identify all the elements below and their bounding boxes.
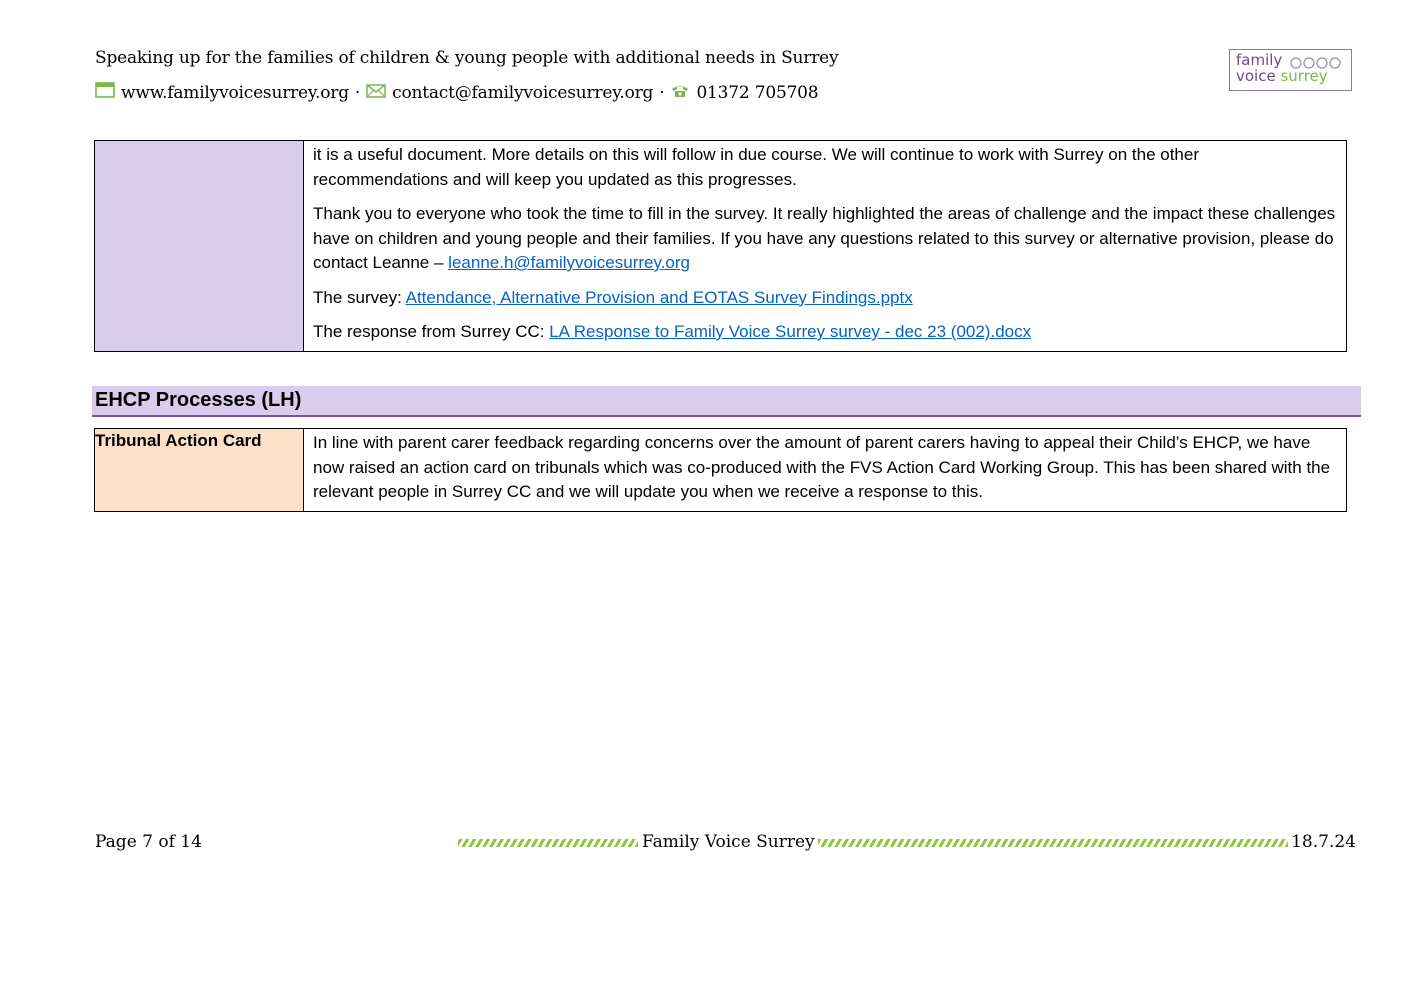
- header-tagline: Speaking up for the families of children & young people with additional needs in Surrey: [95, 48, 839, 68]
- footer-date: 18.7.24: [1291, 832, 1356, 852]
- footer-stripe-left: [458, 839, 638, 847]
- family-voice-surrey-logo: [1229, 49, 1352, 91]
- survey-paragraph-2-text: Thank you to everyone who took the time to fill in the survey. It really highlighted the areas of challenge and the impact these challenges have on children and young people and their families. If you have any questions related to this survey or alternative provision, please do contact Leanne –: [313, 204, 1336, 272]
- la-response-link[interactable]: LA Response to Family Voice Surrey survey - dec 23 (002).docx: [549, 322, 1032, 341]
- phone-icon: [670, 83, 690, 103]
- tribunal-label-cell: Tribunal Action Card: [95, 429, 304, 512]
- logo-text-surrey: surrey: [1280, 67, 1328, 85]
- footer: [95, 832, 1356, 854]
- envelope-icon: [366, 83, 386, 103]
- email-link[interactable]: contact@familyvoicesurrey.org: [392, 82, 654, 103]
- browser-window-icon: [95, 82, 115, 103]
- separator: ·: [659, 82, 665, 103]
- section-heading: EHCP Processes (LH): [92, 386, 1361, 417]
- footer-org-name: Family Voice Surrey: [642, 832, 815, 852]
- phone-number: 01372 705708: [696, 82, 819, 103]
- footer-stripe-right: [818, 839, 1288, 847]
- leanne-email-link[interactable]: leanne.h@familyvoicesurrey.org: [448, 253, 690, 272]
- response-label: The response from Surrey CC:: [313, 322, 550, 341]
- header-contacts: [95, 82, 818, 103]
- logo-text-voice: voice: [1236, 67, 1276, 85]
- separator: ·: [354, 82, 361, 103]
- survey-paragraph-2: [313, 202, 1338, 276]
- logo-faces-icon: [1288, 56, 1346, 70]
- survey-paragraph-1: it is a useful document. More details on this will follow in due course. We will continue to work with Surrey on the other recommendations and will keep you updated as this progresses.: [313, 145, 1199, 189]
- tribunal-table: [94, 428, 1347, 512]
- survey-body-cell: [304, 141, 1347, 352]
- logo-text-family: family: [1236, 51, 1283, 69]
- page-number: Page 7 of 14: [95, 832, 202, 852]
- survey-label: The survey:: [313, 287, 406, 307]
- survey-findings-link[interactable]: Attendance, Alternative Provision and EOTAS Survey Findings.pptx: [405, 287, 913, 307]
- tribunal-body-cell: In line with parent carer feedback regarding concerns over the amount of parent carers having to appeal their Child’s EHCP, we have now raised an action card on tribunals which was co-produced with the FVS Action Card Working Group. This has been shared with the relevant people in Surrey CC and we will update you when we receive a response to this.: [304, 429, 1347, 512]
- survey-line: [313, 286, 1338, 311]
- survey-side-cell: [95, 141, 304, 352]
- website-link[interactable]: www.familyvoicesurrey.org: [121, 82, 349, 103]
- survey-table: [94, 140, 1347, 352]
- response-line: [313, 320, 1338, 345]
